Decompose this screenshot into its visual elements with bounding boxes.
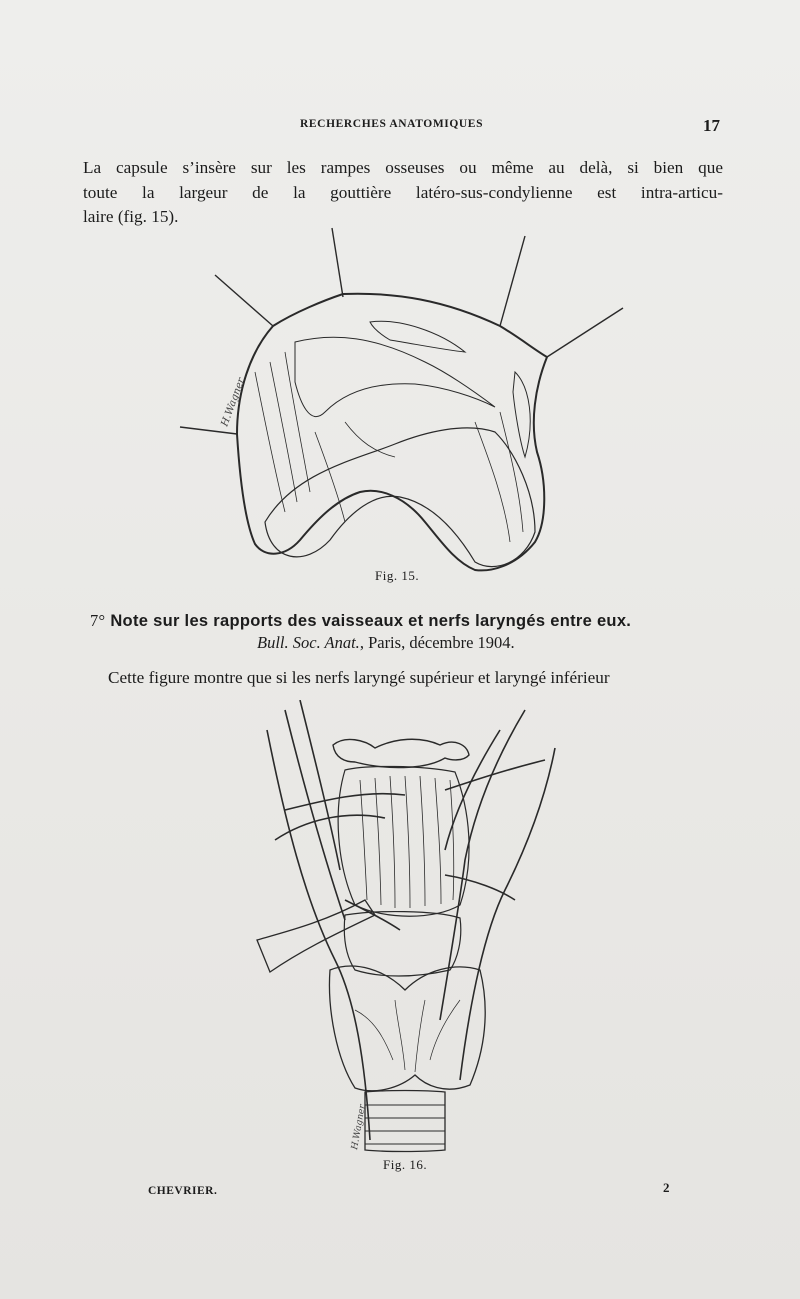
paragraph-nerves: Cette figure montre que si les nerfs laryngé supérieur et laryngé inférieur bbox=[108, 668, 610, 687]
journal-name: Bull. Soc. Anat. bbox=[257, 633, 360, 652]
footer-signature-mark: 2 bbox=[663, 1180, 670, 1195]
paragraph-line: toute la largeur de la gouttière latéro-sus-condylienne est intra-articu- bbox=[83, 182, 723, 202]
section-title-text: Note sur les rapports des vaisseaux et nerfs laryngés entre eux. bbox=[110, 612, 632, 630]
paragraph-line: La capsule s’insère sur les rampes osseuses ou même au delà, si bien que bbox=[83, 158, 723, 177]
figure-16-illustration bbox=[245, 700, 575, 1160]
figure-16-caption: Fig. 16. bbox=[383, 1157, 428, 1172]
section-number: 7° bbox=[90, 611, 106, 630]
footer-author: CHEVRIER. bbox=[148, 1185, 218, 1197]
figure-15-illustration bbox=[175, 222, 635, 582]
figure-16-signature: H.Wagner bbox=[350, 1103, 368, 1151]
paragraph-line: laire (fig. 15). bbox=[83, 207, 179, 226]
section-reference bbox=[257, 633, 515, 653]
figure-15-signature: H.Wagner bbox=[219, 376, 248, 429]
journal-place-date: , Paris, décembre 1904. bbox=[359, 633, 515, 652]
section-title bbox=[90, 611, 730, 631]
running-head: RECHERCHES ANATOMIQUES bbox=[300, 118, 484, 130]
page-number: 17 bbox=[703, 116, 720, 135]
figure-15-caption: Fig. 15. bbox=[375, 568, 420, 583]
paragraph-capsule bbox=[83, 156, 723, 230]
